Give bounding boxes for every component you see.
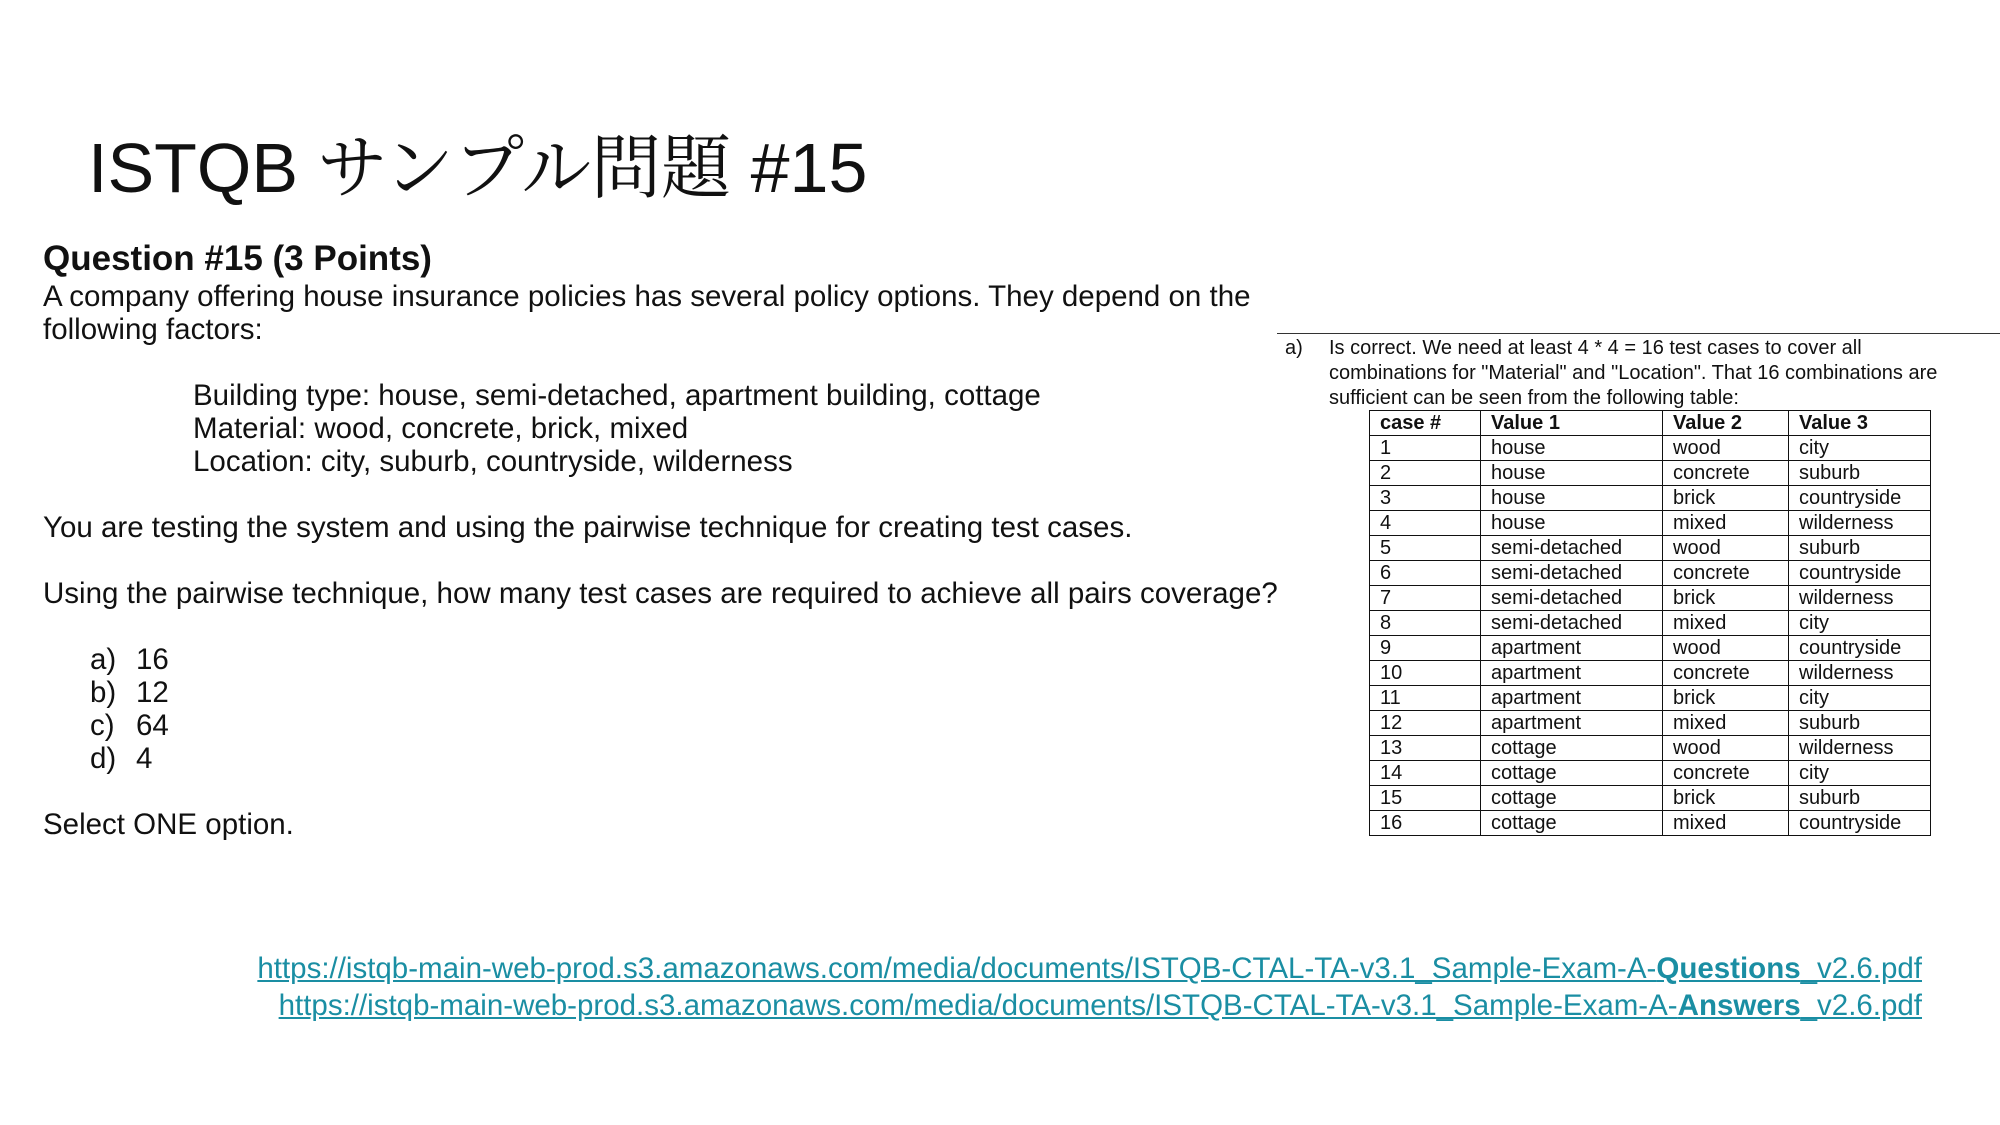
table-cell: suburb xyxy=(1789,786,1931,811)
table-cell: wilderness xyxy=(1789,736,1931,761)
table-cell: apartment xyxy=(1481,711,1663,736)
table-cell: mixed xyxy=(1663,511,1789,536)
table-cell: 11 xyxy=(1370,686,1481,711)
column-header: case # xyxy=(1370,411,1481,436)
table-cell: 8 xyxy=(1370,611,1481,636)
table-cell: brick xyxy=(1663,486,1789,511)
question-intro-line: A company offering house insurance policies has several policy options. They depend on the xyxy=(43,280,1251,313)
table-cell: 5 xyxy=(1370,536,1481,561)
table-cell: brick xyxy=(1663,686,1789,711)
table-row xyxy=(1370,686,1931,711)
option-letter: c) xyxy=(90,709,115,742)
answer-excerpt xyxy=(1277,333,2000,853)
table-row xyxy=(1370,711,1931,736)
table-cell: wood xyxy=(1663,536,1789,561)
table-cell: countryside xyxy=(1789,486,1931,511)
table-cell: 14 xyxy=(1370,761,1481,786)
column-header: Value 1 xyxy=(1481,411,1663,436)
table-row xyxy=(1370,611,1931,636)
table-cell: 9 xyxy=(1370,636,1481,661)
question-intro-line: following factors: xyxy=(43,313,263,346)
table-row xyxy=(1370,461,1931,486)
table-row xyxy=(1370,811,1931,836)
table-cell: apartment xyxy=(1481,661,1663,686)
table-cell: semi-detached xyxy=(1481,536,1663,561)
table-cell: semi-detached xyxy=(1481,561,1663,586)
table-cell: brick xyxy=(1663,786,1789,811)
table-cell: countryside xyxy=(1789,561,1931,586)
table-row xyxy=(1370,561,1931,586)
table-row xyxy=(1370,761,1931,786)
table-row xyxy=(1370,536,1931,561)
table-cell: 4 xyxy=(1370,511,1481,536)
questions-pdf-link[interactable] xyxy=(257,950,1922,987)
table-row xyxy=(1370,661,1931,686)
question-intro xyxy=(43,280,1283,346)
option-b xyxy=(90,676,1283,709)
answer-line: combinations for "Material" and "Location". That 16 combinations are xyxy=(1329,362,1938,384)
table-cell: concrete xyxy=(1663,561,1789,586)
table-cell: concrete xyxy=(1663,761,1789,786)
source-links xyxy=(257,950,1922,1024)
link-prefix: https://istqb-main-web-prod.s3.amazonaws.com/media/documents/ISTQB-CTAL-TA-v3.1_Sample-Exam-A- xyxy=(257,952,1657,985)
table-cell: mixed xyxy=(1663,711,1789,736)
option-value: 12 xyxy=(136,676,169,709)
question-context: You are testing the system and using the pairwise technique for creating test cases. xyxy=(43,511,1133,544)
pairwise-table xyxy=(1369,410,1931,836)
table-cell: cottage xyxy=(1481,736,1663,761)
table-cell: 10 xyxy=(1370,661,1481,686)
table-cell: 6 xyxy=(1370,561,1481,586)
link-bold: Answers xyxy=(1677,989,1801,1022)
option-letter: a) xyxy=(90,643,117,676)
table-cell: cottage xyxy=(1481,786,1663,811)
option-letter: b) xyxy=(90,676,117,709)
option-value: 64 xyxy=(136,709,169,742)
option-a xyxy=(90,643,1283,676)
table-cell: mixed xyxy=(1663,811,1789,836)
table-cell: city xyxy=(1789,436,1931,461)
factor-building-type: Building type: house, semi-detached, apartment building, cottage xyxy=(193,379,1041,412)
table-cell: 13 xyxy=(1370,736,1481,761)
table-cell: city xyxy=(1789,761,1931,786)
table-cell: 2 xyxy=(1370,461,1481,486)
option-value: 16 xyxy=(136,643,169,676)
table-cell: house xyxy=(1481,436,1663,461)
table-cell: countryside xyxy=(1789,636,1931,661)
option-letter: d) xyxy=(90,742,117,775)
answer-explanation xyxy=(1329,336,1989,411)
table-cell: wood xyxy=(1663,436,1789,461)
table-row xyxy=(1370,436,1931,461)
table-cell: city xyxy=(1789,686,1931,711)
table-cell: suburb xyxy=(1789,711,1931,736)
table-cell: 1 xyxy=(1370,436,1481,461)
link-suffix: _v2.6.pdf xyxy=(1800,952,1922,985)
table-cell: apartment xyxy=(1481,636,1663,661)
table-cell: house xyxy=(1481,461,1663,486)
table-header-row xyxy=(1370,411,1931,436)
column-header: Value 2 xyxy=(1663,411,1789,436)
table-row xyxy=(1370,511,1931,536)
table-cell: wilderness xyxy=(1789,661,1931,686)
table-row xyxy=(1370,636,1931,661)
factor-location: Location: city, suburb, countryside, wilderness xyxy=(193,445,793,478)
question-heading: Question #15 (3 Points) xyxy=(43,239,432,278)
link-suffix: _v2.6.pdf xyxy=(1800,989,1922,1022)
table-cell: cottage xyxy=(1481,811,1663,836)
table-body xyxy=(1370,436,1931,836)
table-cell: countryside xyxy=(1789,811,1931,836)
table-cell: suburb xyxy=(1789,461,1931,486)
option-value: 4 xyxy=(136,742,153,775)
table-cell: concrete xyxy=(1663,461,1789,486)
table-cell: apartment xyxy=(1481,686,1663,711)
factor-material: Material: wood, concrete, brick, mixed xyxy=(193,412,689,445)
answers-pdf-link[interactable] xyxy=(257,987,1922,1024)
table-row xyxy=(1370,786,1931,811)
table-cell: brick xyxy=(1663,586,1789,611)
column-header: Value 3 xyxy=(1789,411,1931,436)
answer-divider xyxy=(1277,333,2000,334)
table-cell: cottage xyxy=(1481,761,1663,786)
table-row xyxy=(1370,486,1931,511)
table-cell: 15 xyxy=(1370,786,1481,811)
option-c xyxy=(90,709,1283,742)
table-cell: 3 xyxy=(1370,486,1481,511)
link-prefix: https://istqb-main-web-prod.s3.amazonaws.com/media/documents/ISTQB-CTAL-TA-v3.1_Sample-Exam-A- xyxy=(278,989,1678,1022)
option-d xyxy=(90,742,1283,775)
link-bold: Questions xyxy=(1656,952,1801,985)
table-cell: house xyxy=(1481,486,1663,511)
table-cell: wilderness xyxy=(1789,511,1931,536)
table-cell: 12 xyxy=(1370,711,1481,736)
question-panel xyxy=(43,238,1283,841)
answer-line: Is correct. We need at least 4 * 4 = 16 test cases to cover all xyxy=(1329,337,1862,359)
table-cell: wilderness xyxy=(1789,586,1931,611)
table-row xyxy=(1370,736,1931,761)
factor-list xyxy=(43,379,1283,478)
table-cell: mixed xyxy=(1663,611,1789,636)
option-list xyxy=(43,643,1283,775)
table-cell: semi-detached xyxy=(1481,611,1663,636)
table-row xyxy=(1370,586,1931,611)
table-cell: wood xyxy=(1663,736,1789,761)
answer-letter: a) xyxy=(1285,337,1303,359)
table-cell: 16 xyxy=(1370,811,1481,836)
slide-title: ISTQB サンプル問題 #15 xyxy=(88,129,868,207)
table-cell: city xyxy=(1789,611,1931,636)
table-cell: 7 xyxy=(1370,586,1481,611)
table-cell: suburb xyxy=(1789,536,1931,561)
table-cell: house xyxy=(1481,511,1663,536)
table-cell: semi-detached xyxy=(1481,586,1663,611)
answer-line: sufficient can be seen from the following table: xyxy=(1329,387,1739,409)
question-instruction: Select ONE option. xyxy=(43,808,294,841)
table-cell: wood xyxy=(1663,636,1789,661)
question-prompt: Using the pairwise technique, how many test cases are required to achieve all pairs coverage? xyxy=(43,577,1278,610)
table-cell: concrete xyxy=(1663,661,1789,686)
